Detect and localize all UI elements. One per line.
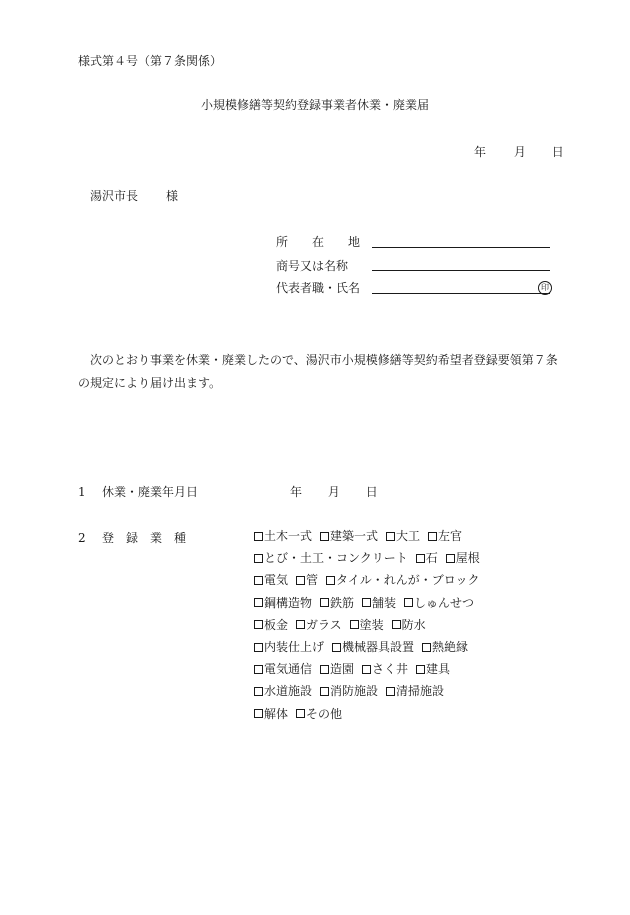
- checkbox-icon[interactable]: [428, 532, 437, 541]
- body-line-1: 次のとおり事業を休業・廃業したので、湯沢市小規模修繕等契約希望者登録要領第７条: [90, 353, 558, 367]
- category-row: [254, 572, 488, 589]
- checkbox-icon[interactable]: [362, 665, 371, 674]
- category-option[interactable]: [254, 617, 288, 633]
- category-option[interactable]: [254, 639, 324, 655]
- category-label: 熱絶縁: [432, 640, 469, 654]
- category-label: その他: [306, 706, 343, 721]
- checkbox-icon[interactable]: [320, 598, 329, 607]
- category-option[interactable]: [320, 528, 378, 544]
- category-option[interactable]: [326, 572, 480, 588]
- checkbox-icon[interactable]: [254, 532, 263, 541]
- document-title: 小規模修繕等契約登録事業者休業・廃業届: [200, 98, 429, 112]
- category-option[interactable]: [254, 706, 288, 722]
- body-text: [78, 349, 558, 395]
- checkbox-icon[interactable]: [416, 554, 425, 563]
- addressee: [90, 188, 178, 204]
- category-label: 板金: [264, 617, 289, 632]
- category-option[interactable]: [320, 683, 378, 699]
- category-option[interactable]: [428, 528, 462, 544]
- body-line-2: の規定により届け出ます。: [78, 376, 222, 390]
- checkbox-icon[interactable]: [392, 620, 401, 629]
- item1-number: 1: [78, 485, 86, 499]
- category-label: タイル・れんが・ブロック: [336, 573, 480, 588]
- category-label: 建築一式: [330, 529, 379, 543]
- checkbox-icon[interactable]: [254, 709, 263, 718]
- checkbox-icon[interactable]: [254, 598, 263, 607]
- date-year: 年: [474, 145, 487, 159]
- representative-label: 代表者職・氏名: [276, 281, 361, 295]
- category-option[interactable]: [254, 528, 312, 544]
- closure-month: 月: [327, 485, 340, 499]
- category-row: [254, 639, 476, 656]
- checkbox-icon[interactable]: [326, 576, 335, 585]
- category-label: 水道施設: [264, 684, 313, 699]
- checkbox-icon[interactable]: [296, 576, 305, 585]
- closure-day: 日: [365, 485, 378, 499]
- category-label: 建具: [426, 662, 451, 677]
- address-label: 所 在 地: [276, 235, 361, 249]
- category-row: [254, 617, 434, 634]
- category-option[interactable]: [254, 661, 312, 677]
- category-option[interactable]: [416, 661, 450, 677]
- seal-mark: 印: [538, 281, 552, 295]
- checkbox-icon[interactable]: [332, 643, 341, 652]
- category-option[interactable]: [446, 550, 480, 566]
- category-label: 内装仕上げ: [264, 640, 325, 654]
- checkbox-icon[interactable]: [254, 576, 263, 585]
- addressee-honorific: 様: [166, 189, 179, 203]
- category-option[interactable]: [320, 595, 354, 611]
- category-option[interactable]: [386, 528, 420, 544]
- date-month: 月: [513, 145, 526, 159]
- category-label: 左官: [438, 529, 463, 543]
- category-label: 土木一式: [264, 529, 313, 543]
- category-option[interactable]: [254, 595, 312, 611]
- checkbox-icon[interactable]: [296, 709, 305, 718]
- category-label: 機械器具設置: [342, 640, 415, 654]
- company-name-label: 商号又は名称: [276, 259, 349, 273]
- category-option[interactable]: [254, 572, 288, 588]
- category-option[interactable]: [254, 550, 408, 566]
- category-label: 造園: [330, 662, 355, 677]
- item1-label: 休業・廃業年月日: [102, 485, 199, 499]
- category-option[interactable]: [362, 595, 396, 611]
- category-label: 清掃施設: [396, 684, 445, 699]
- closure-date: [290, 484, 378, 500]
- category-row: [254, 706, 350, 723]
- checkbox-icon[interactable]: [296, 620, 305, 629]
- company-name-field-line[interactable]: [372, 270, 550, 271]
- checkbox-icon[interactable]: [422, 643, 431, 652]
- address-field-line[interactable]: [372, 247, 550, 248]
- category-option[interactable]: [392, 617, 426, 633]
- checkbox-icon[interactable]: [446, 554, 455, 563]
- closure-year: 年: [290, 485, 303, 499]
- category-label: 解体: [264, 706, 289, 721]
- checkbox-icon[interactable]: [350, 620, 359, 629]
- checkbox-icon[interactable]: [254, 620, 263, 629]
- date-day: 日: [551, 145, 564, 159]
- category-row: [254, 595, 482, 612]
- checkbox-icon[interactable]: [362, 598, 371, 607]
- checkbox-icon[interactable]: [320, 665, 329, 674]
- category-row: [254, 528, 470, 545]
- representative-field-line[interactable]: [372, 293, 550, 294]
- category-label: とび・土工・コンクリート: [264, 551, 408, 566]
- category-label: 石: [425, 551, 438, 566]
- category-row: [254, 661, 458, 678]
- category-option[interactable]: [296, 706, 342, 722]
- category-option[interactable]: [350, 617, 384, 633]
- category-label: さく井: [372, 662, 409, 677]
- category-option[interactable]: [422, 639, 468, 655]
- category-label: 大工: [396, 529, 421, 543]
- category-label: 鋼構造物: [264, 595, 313, 610]
- category-option[interactable]: [386, 683, 444, 699]
- category-option[interactable]: [296, 617, 342, 633]
- category-label: 防水: [401, 617, 426, 632]
- category-row: [254, 683, 452, 700]
- category-option[interactable]: [254, 683, 312, 699]
- item2-label: 登 録 業 種: [102, 531, 187, 545]
- submission-date: [474, 144, 564, 160]
- checkbox-icon[interactable]: [386, 687, 395, 696]
- item2-number: 2: [78, 531, 86, 545]
- checkbox-icon[interactable]: [404, 598, 413, 607]
- category-label: 鉄筋: [330, 595, 355, 610]
- addressee-name: 湯沢市長: [90, 189, 139, 203]
- checkbox-icon[interactable]: [254, 554, 263, 563]
- category-label: 管: [306, 573, 319, 588]
- checkbox-icon[interactable]: [320, 532, 329, 541]
- category-label: しゅんせつ: [414, 595, 475, 610]
- form-number: 様式第４号（第７条関係）: [78, 54, 223, 68]
- category-row: [254, 550, 488, 567]
- category-label: 屋根: [455, 551, 480, 566]
- category-label: ガラス: [306, 617, 342, 632]
- category-option[interactable]: [404, 595, 474, 611]
- checkbox-icon[interactable]: [416, 665, 425, 674]
- checkbox-icon[interactable]: [320, 687, 329, 696]
- checkbox-icon[interactable]: [254, 643, 263, 652]
- category-option[interactable]: [320, 661, 354, 677]
- category-label: 舗装: [372, 595, 397, 610]
- checkbox-icon[interactable]: [386, 532, 395, 541]
- category-label: 塗装: [359, 617, 384, 632]
- checkbox-icon[interactable]: [254, 687, 263, 696]
- checkbox-icon[interactable]: [254, 665, 263, 674]
- category-option[interactable]: [332, 639, 414, 655]
- category-label: 電気通信: [264, 662, 313, 677]
- category-option[interactable]: [416, 550, 438, 566]
- category-label: 電気: [264, 573, 289, 588]
- category-option[interactable]: [362, 661, 408, 677]
- category-option[interactable]: [296, 572, 318, 588]
- category-label: 消防施設: [330, 684, 379, 699]
